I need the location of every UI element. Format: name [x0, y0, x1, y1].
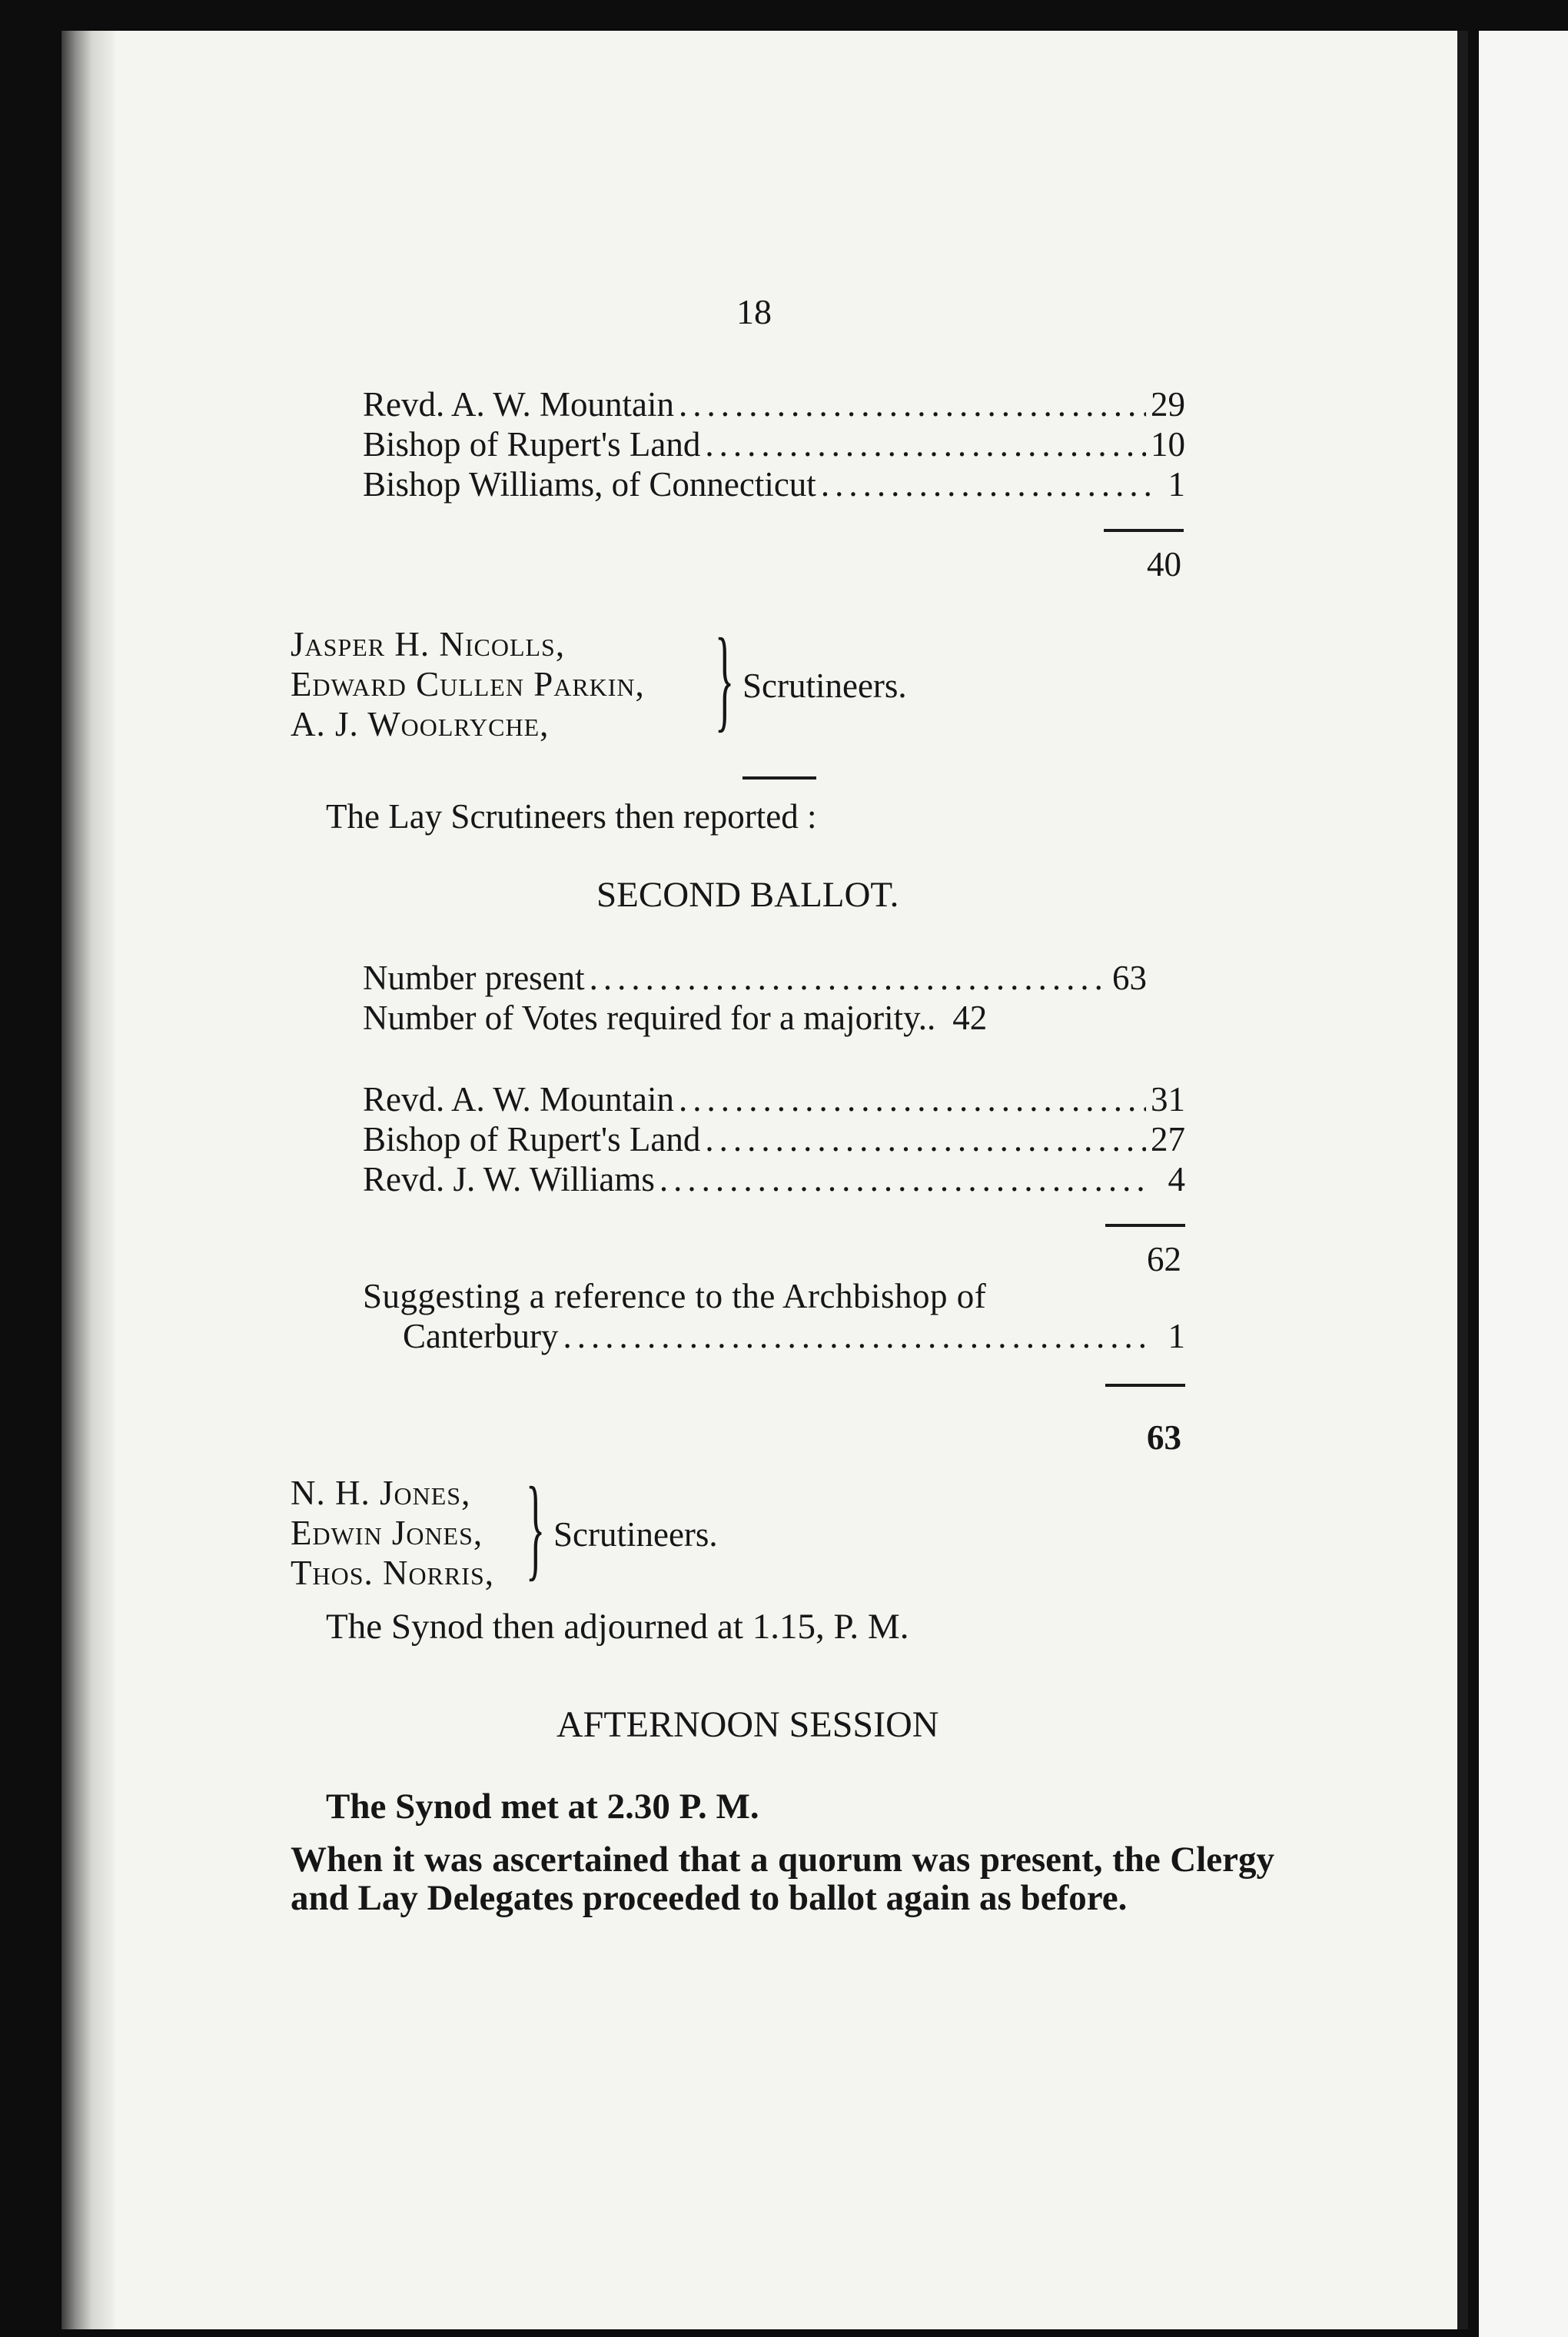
- brace-symbol: }: [526, 1464, 546, 1591]
- count-row: [363, 998, 1147, 1038]
- vote-count: 29: [1151, 385, 1185, 424]
- vote-row: [363, 464, 1185, 504]
- count-label: Number present: [363, 959, 585, 997]
- leader-dots: [563, 1316, 1150, 1356]
- count-row: [363, 958, 1147, 998]
- vote-count: 1: [1168, 465, 1185, 504]
- vote-count: 4: [1168, 1160, 1185, 1198]
- afternoon-paragraph: When it was ascertained that a quorum was present, the Clergy and Lay Delegates proceeded to ballot again as before.: [291, 1840, 1274, 1918]
- leader-dots: [705, 1119, 1146, 1159]
- total-rule: [1105, 1224, 1185, 1227]
- vote-count: 10: [1151, 425, 1185, 464]
- scrutineer-name: Edwin Jones,: [291, 1514, 483, 1552]
- vote-subtotal: 62: [1147, 1240, 1181, 1278]
- second-ballot-heading: SECOND BALLOT.: [596, 875, 899, 915]
- vote-row: [363, 1159, 1185, 1199]
- section-rule: [742, 776, 816, 780]
- scrutineer-name: A. J. Woolryche,: [291, 705, 550, 743]
- vote-count: 27: [1151, 1120, 1185, 1159]
- adjacent-page-strip: [1479, 31, 1568, 2337]
- vote-row: [403, 1316, 1185, 1356]
- adjourned-text: The Synod then adjourned at 1.15, P. M.: [326, 1607, 909, 1647]
- count-value: 63: [1112, 959, 1147, 997]
- leader-dots: [679, 1079, 1146, 1119]
- scrutineers-label: Scrutineers.: [742, 667, 907, 705]
- scrutineer-name: N. H. Jones,: [291, 1474, 471, 1512]
- reference-text: Suggesting a reference to the Archbishop of: [363, 1277, 987, 1315]
- total-rule: [1105, 1384, 1185, 1387]
- candidate-name: Bishop Williams, of Connecticut: [363, 465, 816, 504]
- reference-text-cont: Canterbury: [403, 1317, 559, 1355]
- scrutineer-name: Edward Cullen Parkin,: [291, 665, 645, 703]
- brace-symbol: }: [715, 615, 735, 743]
- scrutineers-label: Scrutineers.: [553, 1515, 718, 1554]
- page-gutter: [61, 31, 115, 2329]
- count-label: Number of Votes required for a majority..: [363, 999, 936, 1037]
- synod-met-text: The Synod met at 2.30 P. M.: [326, 1787, 759, 1827]
- vote-count: 1: [1168, 1317, 1185, 1355]
- vote-total: 63: [1147, 1418, 1181, 1457]
- count-value: 42: [952, 999, 988, 1037]
- leader-dots: [590, 958, 1108, 998]
- vote-row: [363, 1079, 1185, 1119]
- vote-total: 40: [1147, 545, 1181, 583]
- scrutineer-name: Thos. Norris,: [291, 1554, 495, 1592]
- leader-dots: [659, 1159, 1150, 1199]
- vote-count: 31: [1151, 1080, 1185, 1119]
- leader-dots: [705, 424, 1146, 464]
- candidate-name: Bishop of Rupert's Land: [363, 1120, 701, 1159]
- candidate-name: Bishop of Rupert's Land: [363, 425, 701, 464]
- vote-row: [363, 424, 1185, 464]
- vote-row: [363, 1119, 1185, 1159]
- total-rule: [1104, 529, 1184, 532]
- candidate-name: Revd. J. W. Williams: [363, 1160, 655, 1198]
- candidate-name: Revd. A. W. Mountain: [363, 385, 675, 424]
- scrutineer-name: Jasper H. Nicolls,: [291, 625, 566, 663]
- vote-row: [363, 384, 1185, 424]
- page-number: 18: [736, 292, 772, 331]
- page-edge: [1457, 31, 1468, 2329]
- leader-dots: [679, 384, 1146, 424]
- lay-report-intro: The Lay Scrutineers then reported :: [326, 797, 817, 836]
- leader-dots: [821, 464, 1150, 504]
- afternoon-heading: AFTERNOON SESSION: [556, 1704, 939, 1745]
- candidate-name: Revd. A. W. Mountain: [363, 1080, 675, 1119]
